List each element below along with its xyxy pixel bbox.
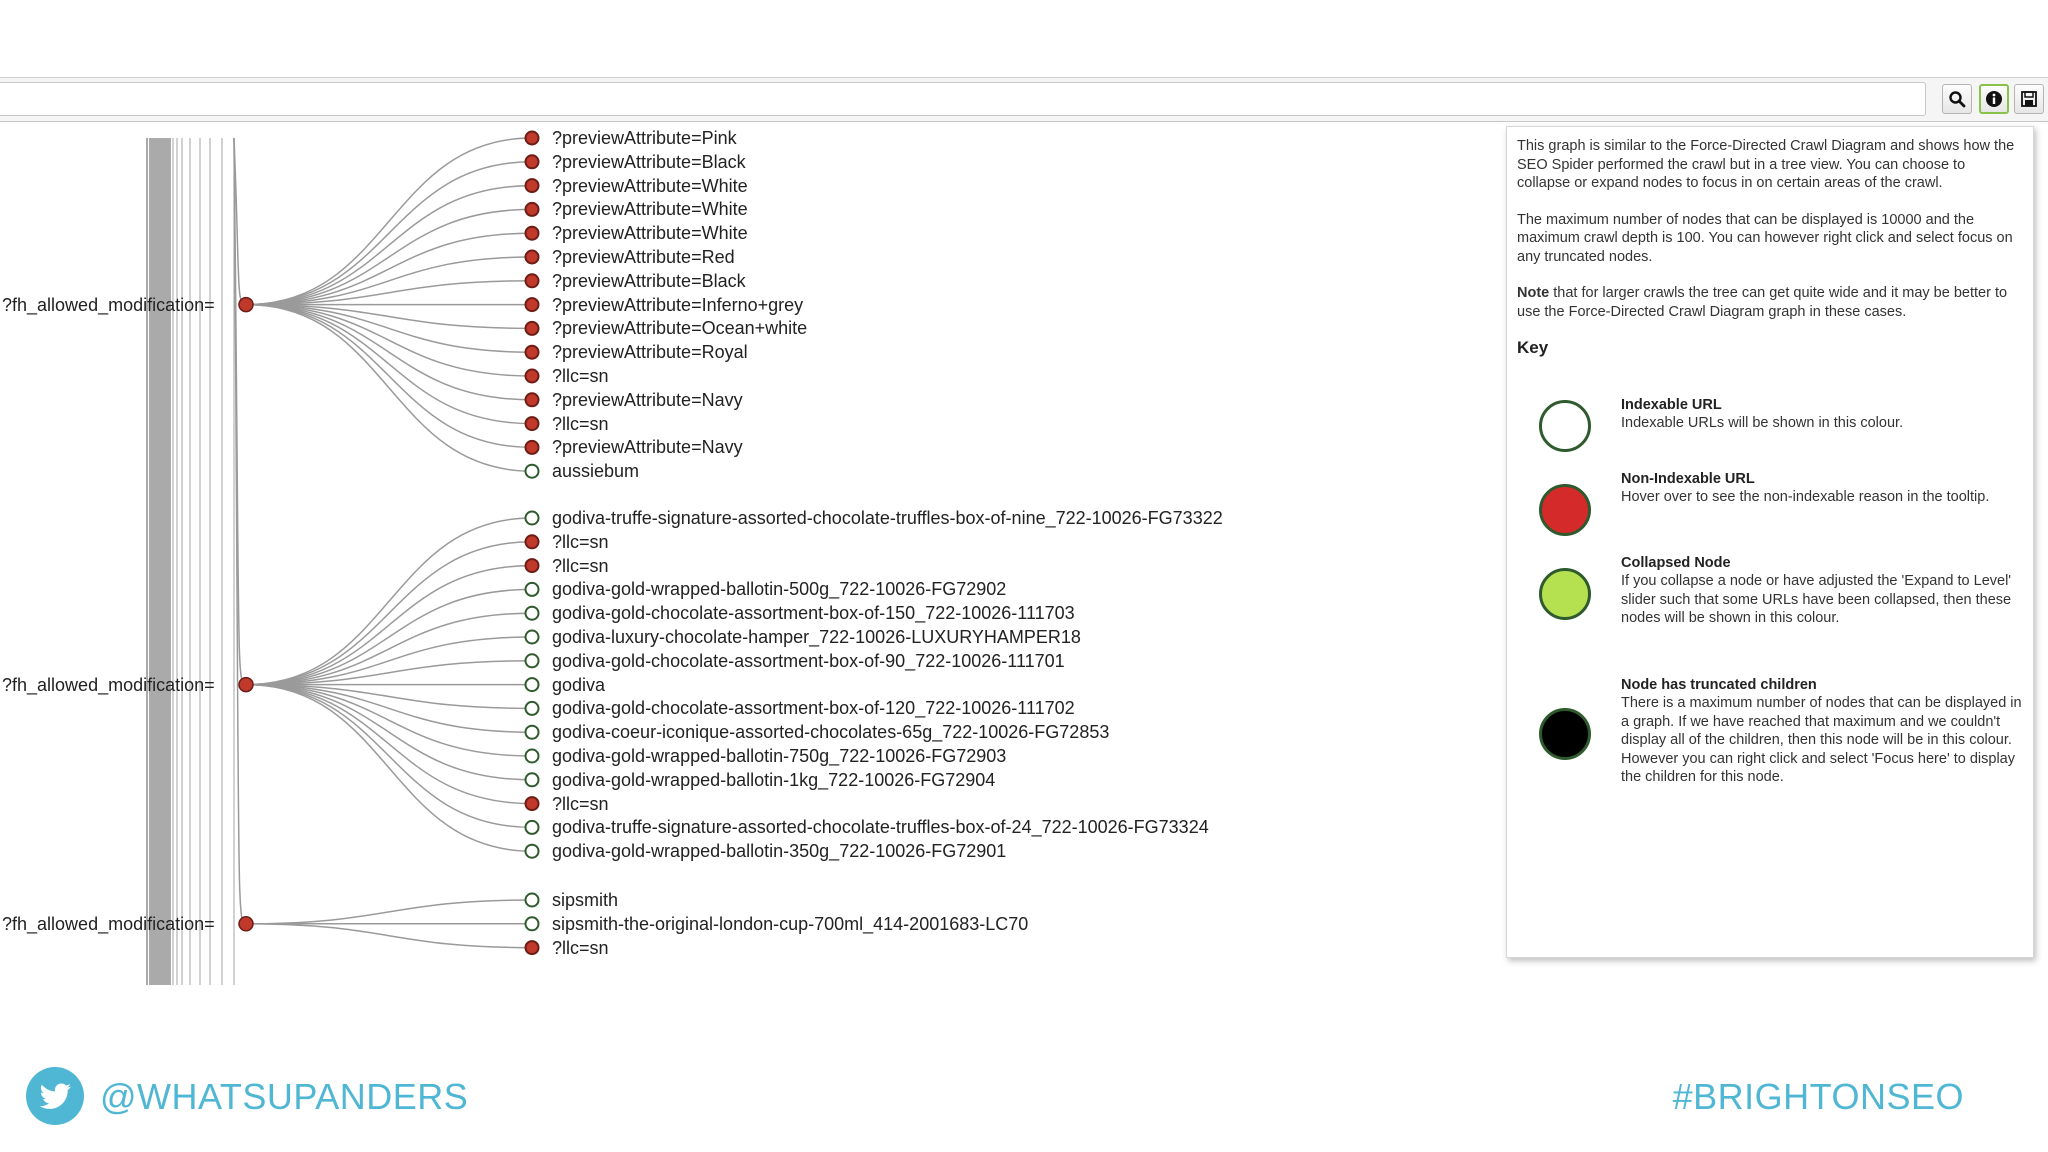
tree-node-label[interactable]: godiva-coeur-iconique-assorted-chocolates-65g_722-10026-FG72853 [552,722,1110,743]
twitter-handle: @WHATSUPANDERS [100,1076,469,1117]
tree-node-non-indexable[interactable] [526,393,539,406]
tree-node-label[interactable]: ?llc=sn [552,413,609,434]
tree-node-non-indexable[interactable] [526,370,539,383]
tree-node-non-indexable[interactable] [526,535,539,548]
tree-node-label[interactable]: ?llc=sn [552,366,609,386]
tree-node-label[interactable]: godiva-truffe-signature-assorted-chocolate-truffles-box-of-nine_722-10026-FG73322 [552,508,1223,528]
tree-node-parent-label[interactable]: ?fh_allowed_modification= [2,913,215,934]
key-desc-collapsed: If you collapse a node or have adjusted the 'Expand to Level' slider such that some URLs have been collapsed, then these nodes will be shown in this colour. [1621,573,2012,626]
tree-edge [246,138,532,305]
tree-node-label[interactable]: godiva-gold-wrapped-ballotin-750g_722-10026-FG72903 [552,746,1007,766]
tree-edge [246,613,532,684]
tree-node-label[interactable]: ?previewAttribute=Black [552,151,746,172]
key-desc-indexable: Indexable URLs will be shown in this colour. [1621,415,1904,431]
tree-node-indexable[interactable] [526,654,539,667]
key-swatch-truncated [1539,708,1591,760]
tree-node-label[interactable]: ?previewAttribute=Royal [552,342,748,363]
search-button[interactable] [1942,84,1972,114]
info-panel [1506,126,2034,958]
tree-node-indexable[interactable] [526,678,539,691]
tree-node-label[interactable]: sipsmith-the-original-london-cup-700ml_414-2001683-LC70 [552,913,1029,934]
save-icon [2020,90,2038,108]
tree-node-label[interactable]: sipsmith [552,890,619,910]
tree-node-indexable[interactable] [526,583,539,596]
tree-edge [246,305,532,376]
tree-edge [246,305,532,472]
tree-edge [246,305,532,448]
tree-node-label[interactable]: aussiebum [552,461,640,482]
search-input[interactable] [0,82,1926,116]
tree-node-non-indexable[interactable] [526,441,539,454]
tree-node-label[interactable]: ?previewAttribute=Pink [552,128,737,148]
tree-edge [246,233,532,304]
tree-node-indexable[interactable] [526,512,539,525]
tree-edge [246,685,532,756]
save-button[interactable] [2014,84,2044,114]
tree-node-indexable[interactable] [526,465,539,478]
info-paragraph-2: The maximum number of nodes that can be displayed is 10000 and the maximum crawl depth is 100. You can however right click and select focus on any truncated nodes. [1517,211,2013,265]
tree-node-indexable[interactable] [526,821,539,834]
tree-node-label[interactable]: ?previewAttribute=White [552,199,748,220]
info-note-bold: Note [1517,285,1550,301]
tree-edge [246,685,532,780]
tree-node-indexable[interactable] [526,845,539,858]
tree-node-label[interactable]: ?previewAttribute=White [552,223,748,244]
tree-edge [246,209,532,304]
tree-edge [246,186,532,305]
tree-node-parent[interactable] [239,917,253,931]
tree-node-non-indexable[interactable] [526,132,539,145]
tree-node-non-indexable[interactable] [526,274,539,287]
tree-node-indexable[interactable] [526,607,539,620]
info-note-text: that for larger crawls the tree can get quite wide and it may be better to use the Force-Directed Crawl Diagram graph in these cases. [1517,285,2008,320]
tree-node-indexable[interactable] [526,726,539,739]
tree-node-label[interactable]: godiva-gold-chocolate-assortment-box-of-150_722-10026-111703 [552,603,1075,624]
key-swatch-non-indexable [1539,484,1591,536]
tree-edge [246,685,532,733]
tree-node-non-indexable[interactable] [526,298,539,311]
info-note [1517,284,2019,321]
tree-edge [246,685,532,828]
tree-edge [246,900,532,924]
tree-node-label[interactable]: godiva-truffe-signature-assorted-chocolate-truffles-box-of-24_722-10026-FG73324 [552,817,1209,838]
tree-node-non-indexable[interactable] [526,155,539,168]
key-desc-non-indexable: Hover over to see the non-indexable reason in the tooltip. [1621,489,1990,505]
event-hashtag: #BRIGHTONSEO [1672,1076,1964,1117]
tree-edge [246,257,532,305]
tree-node-label[interactable]: godiva-gold-chocolate-assortment-box-of-90_722-10026-111701 [552,650,1065,671]
tree-node-indexable[interactable] [526,894,539,907]
key-title-collapsed: Collapsed Node [1621,554,1731,571]
tree-node-non-indexable[interactable] [526,559,539,572]
tree-node-label[interactable]: ?previewAttribute=Black [552,270,746,291]
toolbar [0,77,2048,122]
tree-node-label[interactable]: ?previewAttribute=Ocean+white [552,318,808,339]
tree-node-label[interactable]: ?llc=sn [552,937,609,958]
tree-edge [246,637,532,685]
tree-node-non-indexable[interactable] [526,941,539,954]
tree-node-label[interactable]: godiva [552,674,606,695]
tree-node-parent[interactable] [239,678,253,692]
tree-node-label[interactable]: godiva-gold-chocolate-assortment-box-of-120_722-10026-111702 [552,698,1075,719]
info-button[interactable] [1979,84,2009,114]
tree-node-label[interactable]: ?previewAttribute=White [552,175,748,196]
tree-edge [246,924,532,948]
tree-node-label[interactable]: godiva-gold-wrapped-ballotin-350g_722-10026-FG72901 [552,841,1007,862]
tree-node-parent-label[interactable]: ?fh_allowed_modification= [2,294,215,315]
key-desc-truncated: There is a maximum number of nodes that can be displayed in a graph. If we have reached that maximum and we couldn't display all of the children, then this node will be in this colour. However you can right click and select 'Focus here' to display the children for this node. [1621,695,2022,785]
tree-edge [246,305,532,353]
tree-node-label[interactable]: ?llc=sn [552,793,609,814]
tree-node-label[interactable]: godiva-gold-wrapped-ballotin-500g_722-10026-FG72902 [552,579,1007,600]
key-title-truncated: Node has truncated children [1621,676,1817,693]
tree-node-label[interactable]: ?previewAttribute=Navy [552,389,743,410]
tree-node-non-indexable[interactable] [526,179,539,192]
tree-edge [246,305,532,400]
tree-node-non-indexable[interactable] [526,417,539,430]
tree-edge [246,685,532,804]
tree-node-indexable[interactable] [526,750,539,763]
tree-node-label[interactable]: ?llc=sn [552,555,609,576]
tree-edge [246,566,532,685]
tree-node-non-indexable[interactable] [526,203,539,216]
info-paragraph-1: This graph is similar to the Force-Directed Crawl Diagram and shows how the SEO Spider performed the crawl but in a tree view. You can choose to collapse or expand nodes to focus in on certain areas of the crawl. [1517,138,2015,191]
tree-node-parent[interactable] [239,298,253,312]
info-icon [1985,90,2003,108]
tree-edge [246,162,532,305]
tree-node-non-indexable[interactable] [526,322,539,335]
tree-node-non-indexable[interactable] [526,797,539,810]
key-swatch-indexable [1539,400,1591,452]
key-swatch-collapsed [1539,568,1591,620]
tree-node-indexable[interactable] [526,773,539,786]
tree-edge [246,542,532,685]
tree-node-label[interactable]: ?llc=sn [552,531,609,552]
key-title-indexable: Indexable URL [1621,396,1722,413]
tree-node-indexable[interactable] [526,702,539,715]
tree-node-label[interactable]: ?previewAttribute=Inferno+grey [552,294,804,315]
tree-edge [246,685,532,852]
tree-node-parent-label[interactable]: ?fh_allowed_modification= [2,674,215,695]
tree-node-label[interactable]: godiva-gold-wrapped-ballotin-1kg_722-10026-FG72904 [552,769,996,790]
tree-edge [246,589,532,684]
twitter-icon [26,1067,84,1125]
search-icon [1948,90,1966,108]
tree-node-non-indexable[interactable] [526,251,539,264]
key-title: Key [1517,338,1549,357]
tree-node-indexable[interactable] [526,631,539,644]
tree-node-non-indexable[interactable] [526,227,539,240]
tree-node-label[interactable]: ?previewAttribute=Navy [552,437,743,458]
tree-node-indexable[interactable] [526,917,539,930]
tree-edge [246,518,532,685]
tree-node-non-indexable[interactable] [526,346,539,359]
tree-node-label[interactable]: ?previewAttribute=Red [552,247,735,267]
key-title-non-indexable: Non-Indexable URL [1621,470,1755,487]
tree-node-label[interactable]: godiva-luxury-chocolate-hamper_722-10026-LUXURYHAMPER18 [552,627,1081,647]
tree-edge [246,305,532,424]
